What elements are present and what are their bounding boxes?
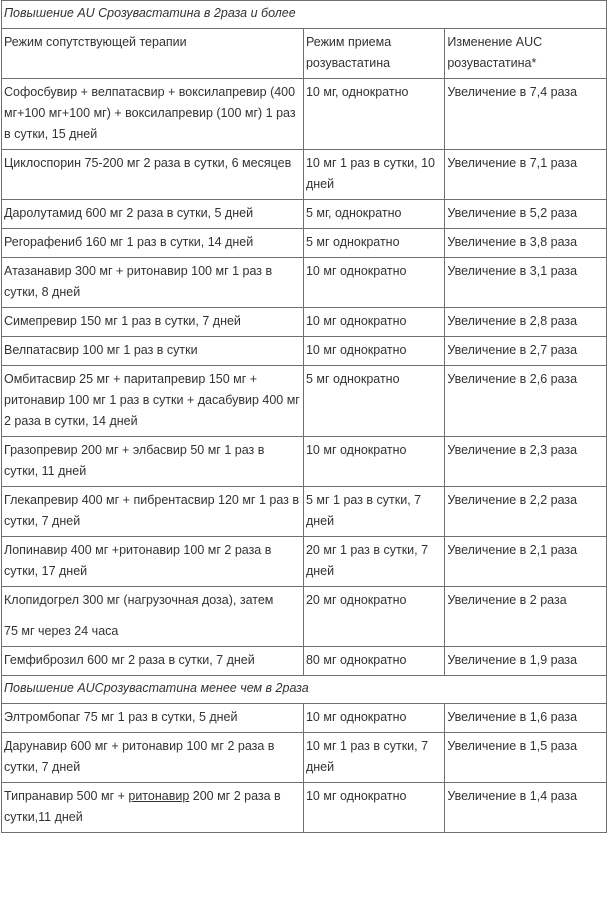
regimen-cell: 5 мг, однократно <box>303 200 444 229</box>
auc-cell: Увеличение в 2,7 раза <box>445 337 607 366</box>
table-row <box>2 200 607 229</box>
table-row <box>2 647 607 676</box>
header-auc-change: Изменение AUC розувастатина* <box>445 29 607 79</box>
auc-cell: Увеличение в 1,4 раза <box>445 783 607 833</box>
regimen-cell: 10 мг 1 раз в сутки, 10 дней <box>303 150 444 200</box>
table-row <box>2 79 607 150</box>
auc-cell: Увеличение в 2,1 раза <box>445 537 607 587</box>
therapy-cell: Циклоспорин 75-200 мг 2 раза в сутки, 6 месяцев <box>2 150 304 200</box>
table-row <box>2 150 607 200</box>
section-title: Повышение AUCрозувастатина менее чем в 2раза <box>2 676 607 704</box>
therapy-line: Клопидогрел 300 мг (нагрузочная доза), затем <box>4 593 274 607</box>
auc-cell: Увеличение в 7,1 раза <box>445 150 607 200</box>
regimen-cell: 10 мг 1 раз в сутки, 7 дней <box>303 733 444 783</box>
therapy-line: 75 мг через 24 часа <box>4 624 119 638</box>
auc-cell: Увеличение в 7,4 раза <box>445 79 607 150</box>
regimen-cell: 10 мг, однократно <box>303 79 444 150</box>
regimen-cell: 10 мг однократно <box>303 783 444 833</box>
therapy-cell: Омбитасвир 25 мг + паритапревир 150 мг + ритонавир 100 мг 1 раз в сутки + дасабувир 400 мг 2 раза в сутки, 14 дней <box>2 366 304 437</box>
regimen-cell: 20 мг однократно <box>303 587 444 647</box>
table-row <box>2 437 607 487</box>
regimen-cell: 10 мг однократно <box>303 704 444 733</box>
therapy-text: Типранавир 500 мг + <box>4 789 129 803</box>
auc-cell: Увеличение в 5,2 раза <box>445 200 607 229</box>
therapy-cell: Дарунавир 600 мг + ритонавир 100 мг 2 раза в сутки, 7 дней <box>2 733 304 783</box>
section-title-row <box>2 1 607 29</box>
regimen-cell: 20 мг 1 раз в сутки, 7 дней <box>303 537 444 587</box>
therapy-cell: Симепревир 150 мг 1 раз в сутки, 7 дней <box>2 308 304 337</box>
auc-cell: Увеличение в 2 раза <box>445 587 607 647</box>
interaction-table <box>1 0 607 833</box>
therapy-cell: Регорафениб 160 мг 1 раз в сутки, 14 дней <box>2 229 304 258</box>
auc-cell: Увеличение в 2,3 раза <box>445 437 607 487</box>
regimen-cell: 10 мг однократно <box>303 258 444 308</box>
therapy-cell: Гразопревир 200 мг + элбасвир 50 мг 1 раз в сутки, 11 дней <box>2 437 304 487</box>
table-row <box>2 587 607 647</box>
therapy-cell: Даролутамид 600 мг 2 раза в сутки, 5 дней <box>2 200 304 229</box>
regimen-cell: 10 мг однократно <box>303 308 444 337</box>
therapy-cell: Лопинавир 400 мг +ритонавир 100 мг 2 раза в сутки, 17 дней <box>2 537 304 587</box>
table-row <box>2 733 607 783</box>
header-regimen: Режим приема розувастатина <box>303 29 444 79</box>
section-title: Повышение AU Срозувастатина в 2раза и более <box>2 1 607 29</box>
regimen-cell: 10 мг однократно <box>303 437 444 487</box>
table-row <box>2 337 607 366</box>
regimen-cell: 5 мг однократно <box>303 229 444 258</box>
regimen-cell: 5 мг 1 раз в сутки, 7 дней <box>303 487 444 537</box>
table-row <box>2 366 607 437</box>
therapy-cell: Глекапревир 400 мг + пибрентасвир 120 мг 1 раз в сутки, 7 дней <box>2 487 304 537</box>
therapy-cell: Атазанавир 300 мг + ритонавир 100 мг 1 раз в сутки, 8 дней <box>2 258 304 308</box>
auc-cell: Увеличение в 2,8 раза <box>445 308 607 337</box>
table-header-row <box>2 29 607 79</box>
table-row <box>2 537 607 587</box>
table-row <box>2 704 607 733</box>
auc-cell: Увеличение в 2,6 раза <box>445 366 607 437</box>
auc-cell: Увеличение в 3,1 раза <box>445 258 607 308</box>
paragraph-gap <box>4 611 301 621</box>
section-title-row <box>2 676 607 704</box>
table-row <box>2 229 607 258</box>
therapy-text: 200 мг 2 раза в сутки,11 дней <box>4 789 281 824</box>
regimen-cell: 10 мг однократно <box>303 337 444 366</box>
auc-cell: Увеличение в 1,5 раза <box>445 733 607 783</box>
drug-link[interactable]: ритонавир <box>128 789 190 803</box>
therapy-cell <box>2 587 304 647</box>
therapy-cell: Элтромбопаг 75 мг 1 раз в сутки, 5 дней <box>2 704 304 733</box>
therapy-cell: Гемфиброзил 600 мг 2 раза в сутки, 7 дней <box>2 647 304 676</box>
therapy-cell: Софосбувир + велпатасвир + воксилапревир (400 мг+100 мг+100 мг) + воксилапревир (100 мг) 1 раз в сутки, 15 дней <box>2 79 304 150</box>
table-row <box>2 487 607 537</box>
therapy-cell: Велпатасвир 100 мг 1 раз в сутки <box>2 337 304 366</box>
regimen-cell: 5 мг однократно <box>303 366 444 437</box>
table-row <box>2 258 607 308</box>
header-therapy: Режим сопутствующей терапии <box>2 29 304 79</box>
table-row <box>2 308 607 337</box>
auc-cell: Увеличение в 1,6 раза <box>445 704 607 733</box>
auc-cell: Увеличение в 3,8 раза <box>445 229 607 258</box>
therapy-cell <box>2 783 304 833</box>
regimen-cell: 80 мг однократно <box>303 647 444 676</box>
table-row <box>2 783 607 833</box>
auc-cell: Увеличение в 2,2 раза <box>445 487 607 537</box>
auc-cell: Увеличение в 1,9 раза <box>445 647 607 676</box>
